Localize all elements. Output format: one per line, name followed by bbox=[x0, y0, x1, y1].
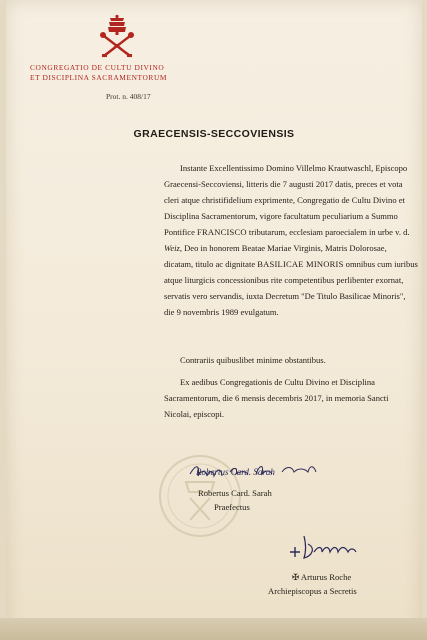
prefect-name: Robertus Card. Sarah bbox=[198, 488, 272, 498]
decree-line: Pontifice FRANCISCO tributarum, ecclesiam paroecialem in urbe v. d. bbox=[164, 227, 410, 237]
decree-paragraph bbox=[164, 160, 418, 320]
decree-line: die 9 novembris 1989 evulgatum. bbox=[164, 307, 279, 317]
decree-document bbox=[6, 0, 422, 640]
decree-line: atque liturgicis concessionibus rite competentibus perlibenter exornat, bbox=[164, 275, 404, 285]
prefect-signature bbox=[186, 460, 336, 482]
closing-paragraph bbox=[164, 374, 402, 422]
decree-line: Weiz, Deo in honorem Beatae Mariae Virginis, Matris Dolorosae, bbox=[164, 243, 387, 253]
secretary-signature bbox=[284, 530, 364, 564]
secretary-title: Archiepiscopus a Secretis bbox=[268, 586, 357, 596]
congregation-name bbox=[30, 63, 210, 83]
document-title: GRAECENSIS-SECCOVIENSIS bbox=[133, 128, 295, 140]
protocol-number: Prot. n. 408/17 bbox=[106, 92, 151, 101]
decree-line: dicatam, titulo ac dignitate BASILICAE MINORIS omnibus cum iuribus bbox=[164, 259, 418, 269]
contrariis-paragraph bbox=[164, 352, 402, 368]
decree-line: cleri atque christifidelium exprimente, Congregatio de Cultu Divino et bbox=[164, 195, 405, 205]
prefect-title: Praefectus bbox=[214, 502, 250, 512]
decree-line: Disciplina Sacramentorum, vigore facultatum peculiarium a Summo bbox=[164, 211, 398, 221]
congregation-line-1: CONGREGATIO DE CULTU DIVINO bbox=[30, 63, 165, 72]
surface-background bbox=[0, 618, 427, 640]
decree-line: servatis vero servandis, iuxta Decretum "De Titulo Basilicae Minoris", bbox=[164, 291, 406, 301]
decree-line: Graecensi-Seccoviensi, litteris die 7 augusti 2017 datis, preces et vota bbox=[164, 179, 403, 189]
closing-line: Sacramentorum, die 6 mensis decembris 2017, in memoria Sancti bbox=[164, 393, 389, 403]
prefect-signature-text: Robertus Card. Sarah bbox=[196, 467, 275, 477]
contrariis-line: Contrariis quibuslibet minime obstantibus. bbox=[180, 355, 326, 365]
secretary-name: ✠ Arturus Roche bbox=[292, 572, 352, 582]
closing-line: Ex aedibus Congregationis de Cultu Divino et Disciplina bbox=[180, 377, 375, 387]
papal-crest-icon bbox=[92, 14, 142, 62]
closing-line: Nicolai, episcopi. bbox=[164, 409, 225, 419]
decree-line: Instante Excellentissimo Domino Villelmo Krautwaschl, Episcopo bbox=[180, 163, 408, 173]
congregation-line-2: ET DISCIPLINA SACRAMENTORUM bbox=[30, 73, 168, 82]
